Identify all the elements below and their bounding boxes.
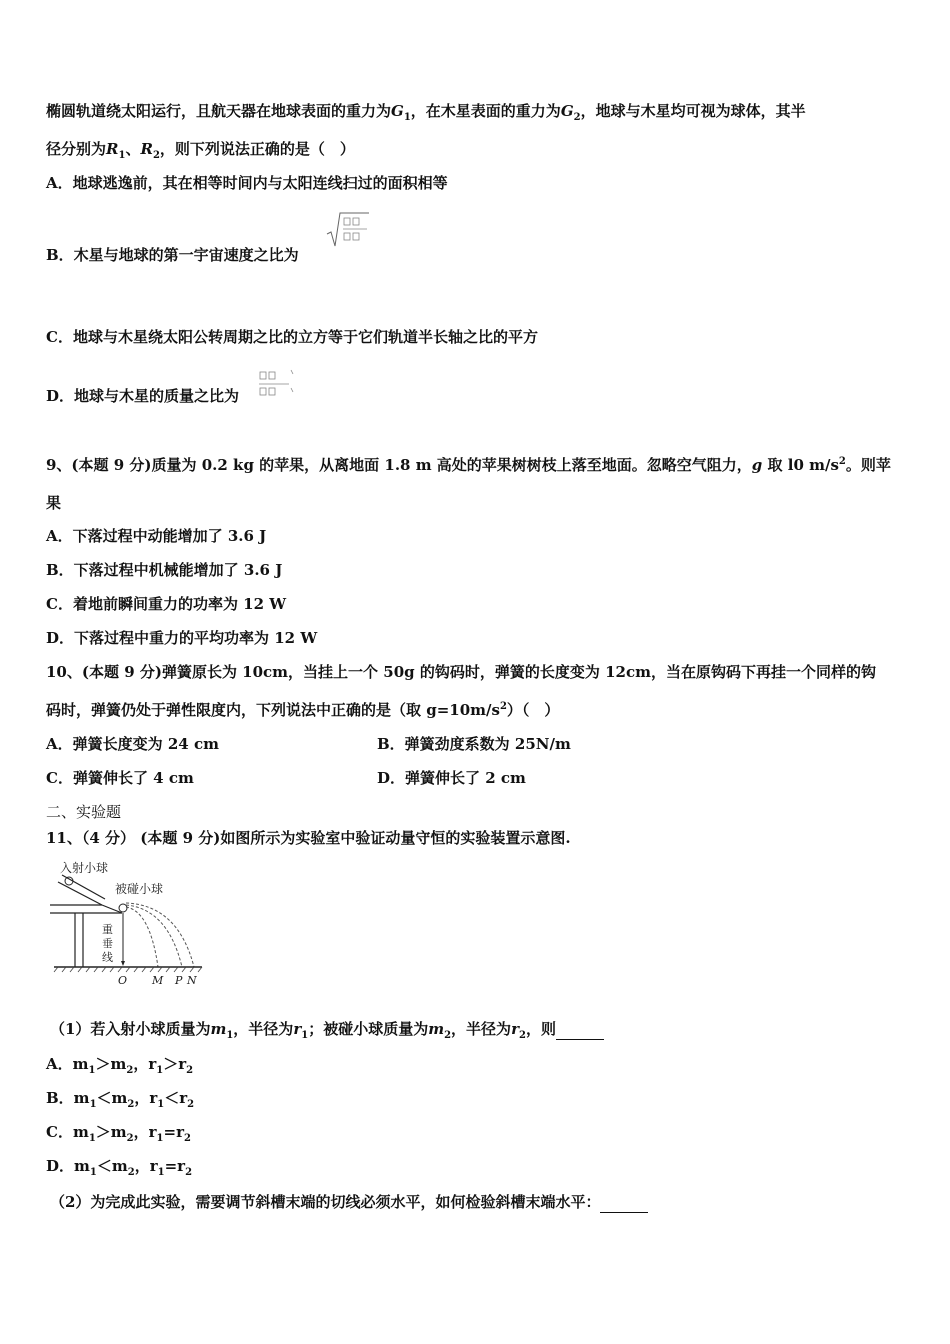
opt-text: ＞r: [163, 1055, 187, 1073]
q9-sup: 2: [838, 456, 846, 467]
q11-apparatus-figure: [50, 855, 210, 987]
opt-sub: 2: [126, 1065, 134, 1076]
ground-hatching: [54, 967, 202, 972]
q11-m2: m: [428, 1020, 445, 1038]
opt-text: ＜m: [96, 1157, 128, 1175]
q10-text: ）（ ）: [506, 701, 560, 719]
q8-text: 、: [125, 140, 141, 158]
q10-text: 码时，弹簧仍处于弹性限度内，下列说法中正确的是（取 g=10m/s: [46, 701, 500, 719]
q10-stem-line1: 10、(本题 9 分)弹簧原长为 10cm，当挂上一个 50g 的钩码时，弹簧的长度变为 12cm，当在原钩码下再挂一个同样的钩: [46, 663, 876, 681]
opt-text: ，r: [134, 1157, 158, 1175]
q8-r1: R: [106, 140, 119, 158]
opt-text: ，r: [133, 1055, 157, 1073]
label-target-ball: 被碰小球: [115, 882, 164, 896]
opt-sub: 1: [88, 1133, 96, 1144]
q10-option-c: C．弹簧伸长了 4 cm: [46, 769, 194, 787]
q11-m1: m: [210, 1020, 227, 1038]
q10-option-a: A．弹簧长度变为 24 cm: [46, 735, 219, 753]
q8-text: ，则下列说法正确的是（ ）: [159, 140, 355, 158]
q8-option-d-formula: [257, 368, 297, 402]
q8-option-b-formula: [325, 210, 371, 250]
q8-text: ，在木星表面的重力为: [410, 102, 561, 120]
opt-text: B．m: [46, 1089, 90, 1107]
q8-g1: G: [391, 102, 404, 120]
trajectory-m: [126, 907, 158, 967]
q8-option-a: A．地球逃逸前，其在相等时间内与太阳连线扫过的面积相等: [46, 174, 448, 192]
q9-text: 9、(本题 9 分)质量为 0.2 kg 的苹果，从离地面 1.8 m 高处的苹果树树枝上落至地面。忽略空气阻力，: [46, 456, 752, 474]
q11-sub2: [50, 1192, 648, 1213]
q9-option-d: D．下落过程中重力的平均功率为 12 W: [46, 629, 318, 647]
opt-sub: 2: [185, 1167, 193, 1178]
opt-text: =r: [164, 1157, 186, 1175]
target-ball: [119, 904, 127, 912]
q11-text: ，则: [525, 1020, 556, 1038]
q11-r1: r: [293, 1020, 302, 1038]
q8-g1-sub: 1: [403, 112, 411, 123]
q11-stem: 11、（4 分） (本题 9 分)如图所示为实验室中验证动量守恒的实验装置示意图.: [46, 829, 571, 847]
q11-sub: 2: [444, 1030, 452, 1041]
q11-r2: r: [511, 1020, 519, 1038]
opt-sub: 1: [156, 1133, 164, 1144]
q9-stem-line2: 果: [46, 494, 62, 512]
opt-text: ＜r: [164, 1089, 188, 1107]
q8-option-b: B．木星与地球的第一宇宙速度之比为: [46, 246, 299, 264]
opt-sub: 2: [187, 1099, 195, 1110]
opt-sub: 1: [157, 1167, 165, 1178]
q11-option-c: [46, 1122, 191, 1142]
section-heading: 二、实验题: [46, 803, 122, 821]
q8-option-c: C．地球与木星绕太阳公转周期之比的立方等于它们轨道半长轴之比的平方: [46, 328, 538, 346]
opt-text: ，r: [134, 1089, 158, 1107]
q9-g: g: [751, 456, 763, 474]
q8-r2: R: [140, 140, 153, 158]
q9-option-c: C．着地前瞬间重力的功率为 12 W: [46, 595, 287, 613]
answer-blank-1[interactable]: [556, 1019, 604, 1040]
q9-text: 取 l0 m/s: [762, 456, 839, 474]
q11-option-d: [46, 1156, 192, 1176]
q8-text: 椭圆轨道绕太阳运行，且航天器在地球表面的重力为: [46, 102, 392, 120]
label-plumb: 线: [102, 951, 113, 964]
label-point-n: N: [187, 974, 197, 987]
q11-text: （2）为完成此实验，需要调节斜槽末端的切线必须水平，如何检验斜槽末端水平：: [50, 1193, 601, 1211]
label-point-p: P: [175, 974, 183, 987]
q11-text: ，半径为: [233, 1020, 294, 1038]
opt-text: ＞m: [95, 1055, 127, 1073]
opt-sub: 2: [183, 1133, 191, 1144]
opt-text: A．m: [46, 1055, 89, 1073]
q11-sub: 2: [518, 1030, 526, 1041]
opt-sub: 2: [126, 1133, 134, 1144]
q8-g2: G: [560, 102, 574, 120]
q8-g2-sub: 2: [573, 112, 581, 123]
trajectory-n: [126, 903, 194, 967]
q8-text: ，地球与木星均可视为球体，其半: [580, 102, 806, 120]
opt-sub: 1: [156, 1065, 164, 1076]
opt-sub: 1: [89, 1167, 97, 1178]
q10-option-d: D．弹簧伸长了 2 cm: [377, 769, 526, 787]
opt-text: ＜m: [96, 1089, 128, 1107]
label-plumb: 重: [102, 923, 113, 936]
q9-stem-line1: [46, 455, 891, 475]
opt-sub: 1: [157, 1099, 165, 1110]
q11-sub: 1: [301, 1030, 309, 1041]
label-incident-ball: 入射小球: [60, 861, 109, 875]
q11-text: ，半径为: [451, 1020, 512, 1038]
plumb-bob: [121, 961, 125, 966]
opt-text: D．m: [46, 1157, 90, 1175]
q10-stem-line2: [46, 700, 559, 720]
opt-text: C．m: [46, 1123, 89, 1141]
opt-text: ，r: [133, 1123, 157, 1141]
q11-text: （1）若入射小球质量为: [50, 1020, 211, 1038]
q11-sub: 1: [226, 1030, 234, 1041]
answer-blank-2[interactable]: [600, 1192, 648, 1213]
opt-sub: 1: [89, 1099, 97, 1110]
q9-text: 。则苹: [845, 456, 891, 474]
q8-text: 径分别为: [46, 140, 107, 158]
opt-text: ＞m: [95, 1123, 127, 1141]
opt-sub: 2: [186, 1065, 194, 1076]
q8-r2-sub: 2: [152, 150, 160, 161]
opt-text: =r: [163, 1123, 184, 1141]
q9-option-b: B．下落过程中机械能增加了 3.6 J: [46, 561, 283, 579]
opt-sub: 1: [88, 1065, 96, 1076]
q10-sup: 2: [499, 701, 507, 712]
q11-sub1: [50, 1019, 604, 1040]
q11-text: ；被碰小球质量为: [308, 1020, 429, 1038]
q10-option-b: B．弹簧劲度系数为 25N/m: [377, 735, 571, 753]
q9-option-a: A．下落过程中动能增加了 3.6 J: [46, 527, 267, 545]
q8-stem-line2: [46, 139, 355, 159]
trajectory-p: [126, 905, 182, 967]
q8-option-d: D．地球与木星的质量之比为: [46, 387, 240, 405]
q11-option-a: [46, 1054, 193, 1074]
opt-sub: 2: [127, 1099, 135, 1110]
q11-option-b: [46, 1088, 194, 1108]
label-point-m: M: [152, 974, 164, 987]
opt-sub: 2: [127, 1167, 135, 1178]
q8-r1-sub: 1: [118, 150, 126, 161]
q8-stem-line1: [46, 101, 806, 121]
label-plumb: 垂: [102, 937, 113, 950]
label-point-o: O: [118, 974, 128, 987]
